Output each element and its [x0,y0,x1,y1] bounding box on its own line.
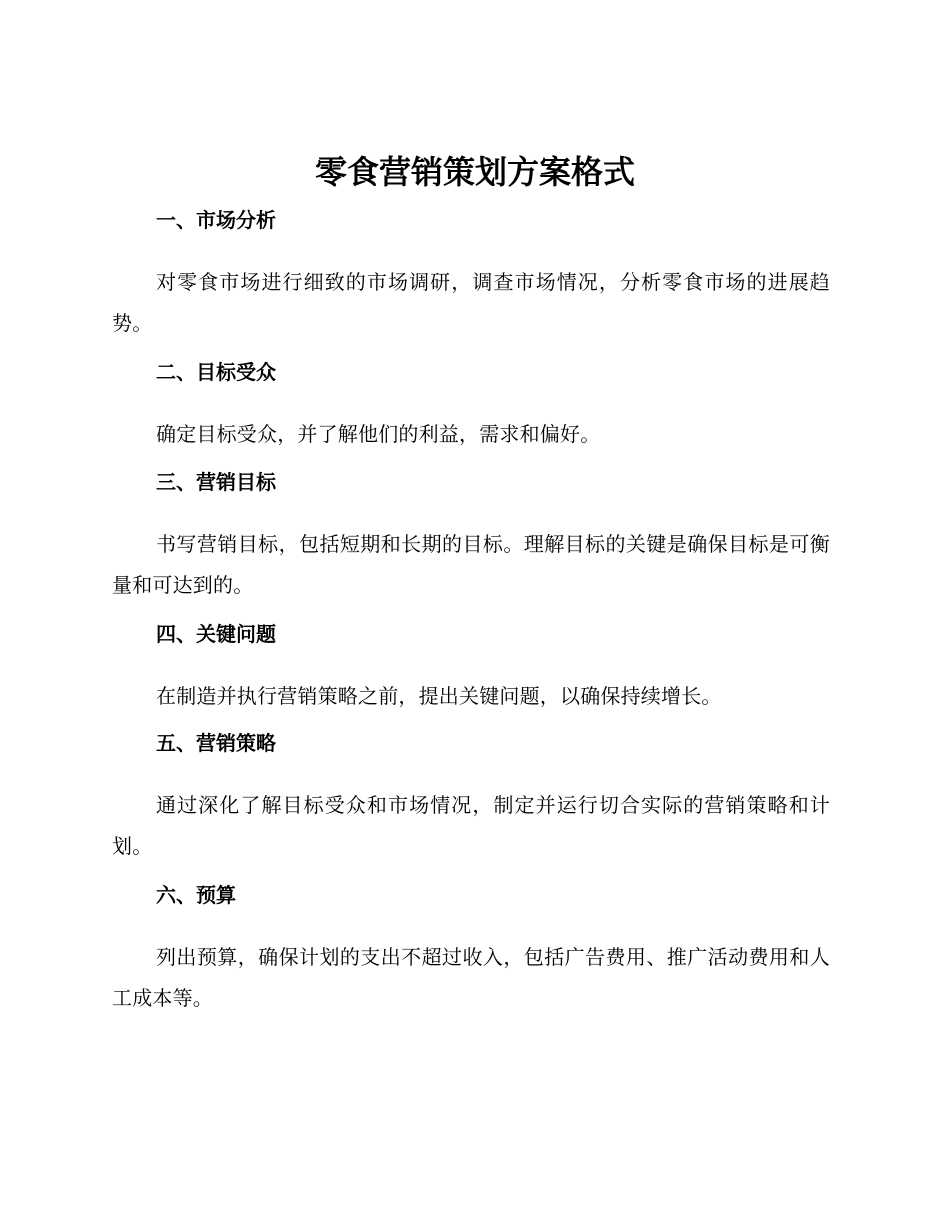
section-heading: 一、市场分析 [156,208,276,232]
section-paragraph: 确定目标受众，并了解他们的利益，需求和偏好。 [156,422,601,446]
section-heading: 四、关键问题 [156,622,276,646]
document-title: 零食营销策划方案格式 [314,153,635,191]
section-paragraph: 通过深化了解目标受众和市场情况，制定并运行切合实际的营销策略和计划。 [112,793,830,858]
section-marketing-goals [112,468,830,606]
section-heading: 二、目标受众 [156,360,276,384]
section-paragraph: 列出预算，确保计划的支出不超过收入，包括广告费用、推广活动费用和人工成本等。 [112,945,830,1010]
section-heading: 六、预算 [156,883,236,907]
section-key-issues [112,620,830,717]
section-paragraph: 书写营销目标，包括短期和长期的目标。理解目标的关键是确保目标是可衡量和可达到的。 [112,532,830,597]
section-paragraph: 在制造并执行营销策略之前，提出关键问题，以确保持续增长。 [156,684,722,708]
section-target-audience [112,358,830,455]
section-heading: 五、营销策略 [156,731,276,755]
section-market-analysis [112,206,830,344]
section-paragraph: 对零食市场进行细致的市场调研，调查市场情况，分析零食市场的进展趋势。 [112,270,830,335]
section-budget [112,881,830,1019]
section-heading: 三、营销目标 [156,470,276,494]
section-marketing-strategy [112,729,830,867]
